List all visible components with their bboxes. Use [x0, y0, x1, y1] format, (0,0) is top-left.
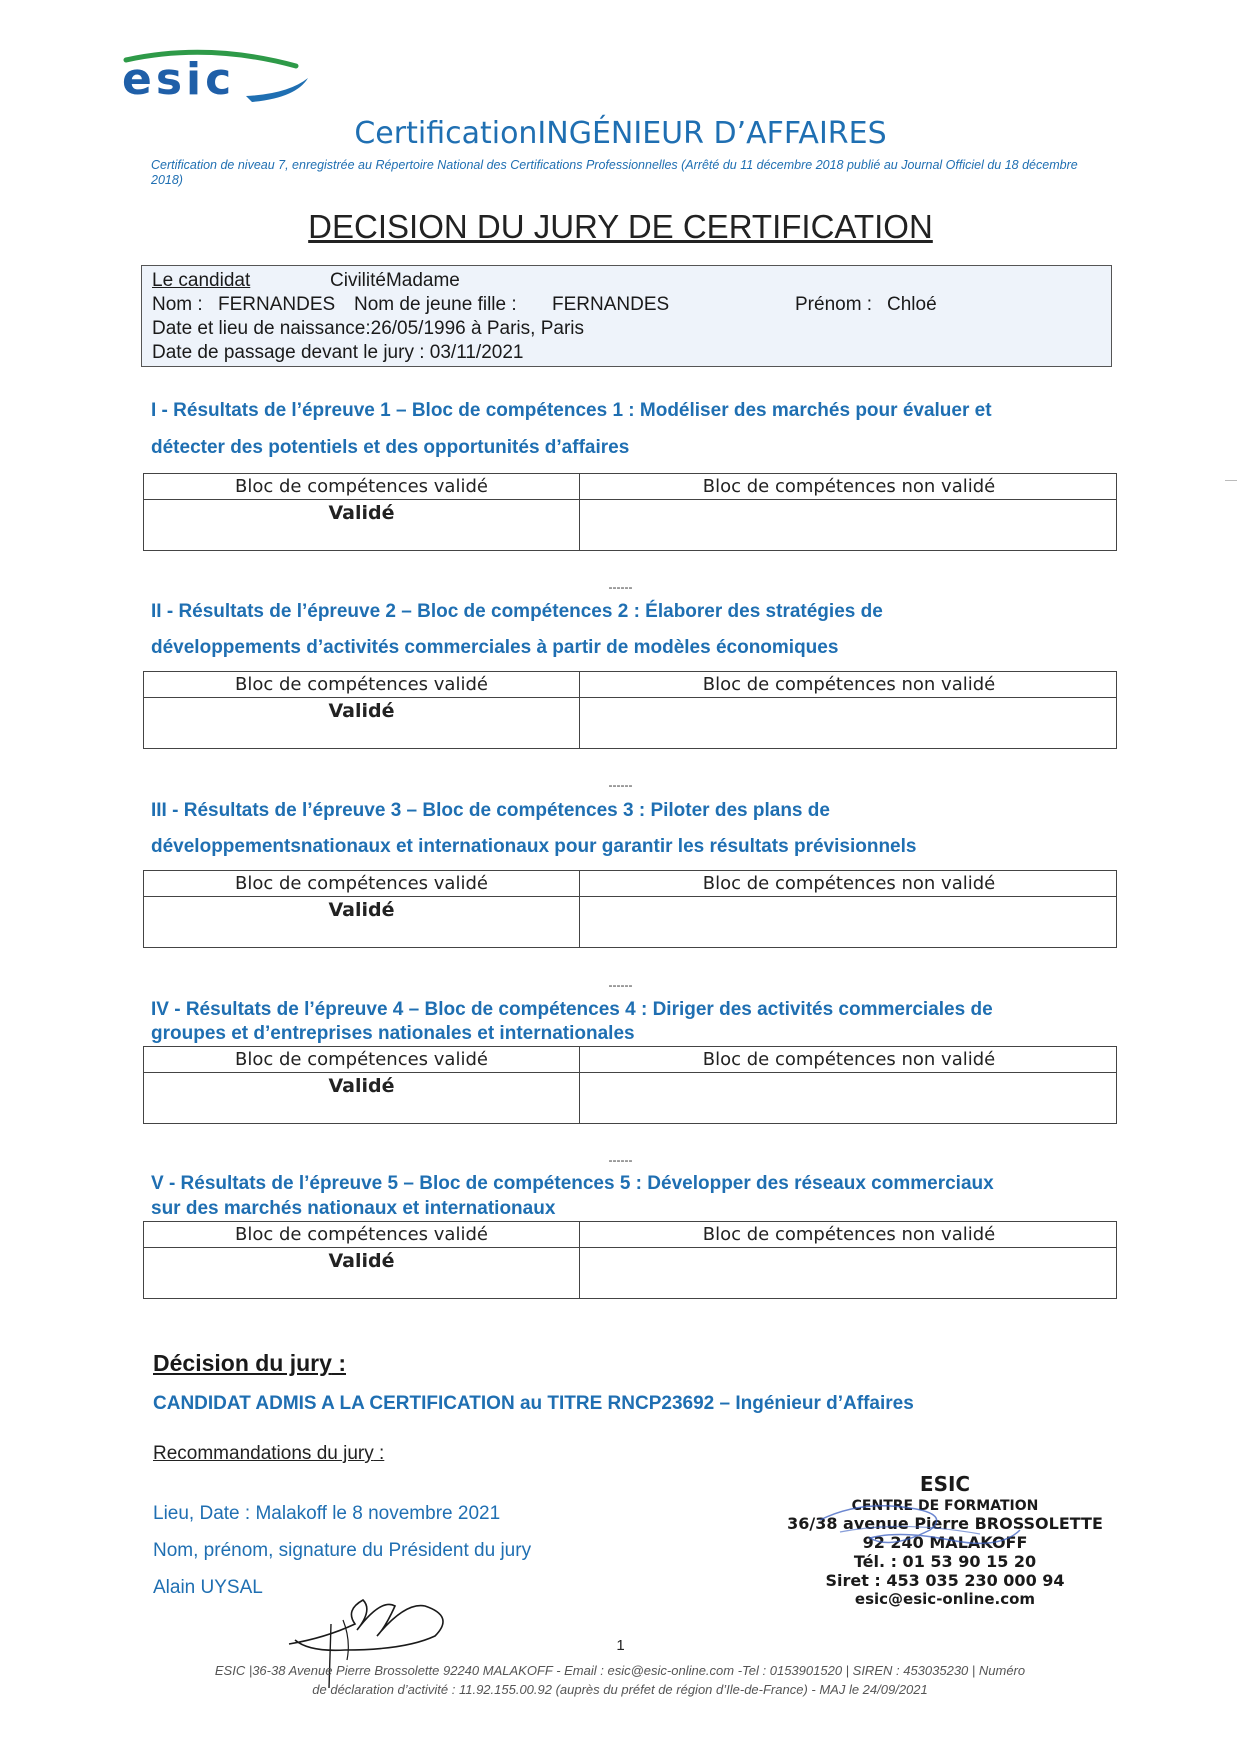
nom-signature-label: Nom, prénom, signature du Président du jury: [153, 1540, 532, 1561]
section-4-title-line2: groupes et d’entreprises nationales et internationales: [151, 1023, 635, 1044]
naissance: Date et lieu de naissance:26/05/1996 à Paris, Paris: [152, 318, 584, 339]
section-2-title-line1: II - Résultats de l’épreuve 2 – Bloc de compétences 2 : Élaborer des stratégies de: [151, 601, 883, 622]
section-5-table: [143, 1221, 1117, 1299]
candidate-row-1: [152, 269, 1101, 293]
footer-line-1: ESIC |36-38 Avenue Pierre Brossolette 92240 MALAKOFF - Email : esic@esic-online.com -Tel : 0153901520 | SIREN : 453035230 | Numéro: [214, 1663, 1026, 1678]
separator: ------: [608, 778, 633, 792]
section-4-result: Validé: [328, 1075, 395, 1097]
president-name: Alain UYSAL: [153, 1577, 263, 1598]
stamp-line-6: esic@esic-online.com: [854, 1590, 1036, 1608]
certification-subtitle: Certification de niveau 7, enregistrée au Répertoire National des Certifications Professionnelles (Arrêté du 11 décembre 2018 publié au Journal Officiel du 18 décembre 2018): [151, 158, 1078, 187]
header-validated: Bloc de compétences validé: [235, 1224, 488, 1245]
prenom-label: Prénom :: [795, 294, 873, 315]
nom-value: FERNANDES: [218, 294, 336, 315]
separator: ------: [608, 978, 633, 992]
stamp-line-0: ESIC: [919, 1472, 971, 1496]
date-passage: Date de passage devant le jury : 03/11/2021: [152, 342, 524, 363]
header-not-validated: Bloc de compétences non validé: [702, 873, 996, 894]
esic-logo-icon: [118, 48, 318, 108]
stamp-scribble-icon: [800, 1490, 1060, 1610]
jury-decision-title: [153, 1350, 346, 1377]
header-validated: Bloc de compétences validé: [235, 674, 488, 695]
page-number: 1: [616, 1637, 625, 1654]
stamp-line-4: Tél. : 01 53 90 15 20: [853, 1552, 1037, 1571]
candidate-row-2: [152, 293, 1101, 317]
section-2-table: [143, 671, 1117, 749]
section-3-table: [143, 870, 1117, 948]
header-not-validated: Bloc de compétences non validé: [702, 476, 996, 497]
header-validated: Bloc de compétences validé: [235, 873, 488, 894]
header-validated: Bloc de compétences validé: [235, 1049, 488, 1070]
footer: [150, 1661, 1090, 1699]
recommandations-text: Recommandations du jury: [153, 1443, 374, 1464]
candidate-box: [141, 265, 1112, 367]
jury-title-colon: :: [331, 1350, 346, 1376]
header-validated: Bloc de compétences validé: [235, 476, 488, 497]
section-4-title-line1: IV - Résultats de l’épreuve 4 – Bloc de compétences 4 : Diriger des activités commerciales de: [151, 999, 993, 1020]
section-1-title-line2: détecter des potentiels et des opportunités d’affaires: [151, 437, 630, 458]
stamp-line-2: 36/38 avenue Pierre BROSSOLETTE: [787, 1514, 1103, 1533]
prenom-value: Chloé: [887, 294, 937, 315]
section-1-result: Validé: [328, 502, 395, 524]
decision-title: DECISION DU JURY DE CERTIFICATION: [308, 208, 933, 245]
nom-label: Nom :: [152, 294, 203, 315]
section-5-title-line1: V - Résultats de l’épreuve 5 – Bloc de compétences 5 : Développer des réseaux commerciaux: [151, 1173, 994, 1194]
jury-title-text: Décision du jury: [153, 1350, 332, 1376]
civilite: CivilitéMadame: [330, 270, 460, 291]
separator: ------: [608, 1153, 633, 1167]
section-5-title-line2: sur des marchés nationaux et internationaux: [151, 1198, 556, 1219]
stamp-line-5: Siret : 453 035 230 000 94: [825, 1571, 1065, 1590]
section-3-title-line1: III - Résultats de l’épreuve 3 – Bloc de compétences 3 : Piloter des plans de: [151, 800, 830, 821]
stamp-line-1: CENTRE DE FORMATION: [851, 1498, 1039, 1514]
jury-admis: CANDIDAT ADMIS A LA CERTIFICATION au TITRE RNCP23692 – Ingénieur d’Affaires: [153, 1393, 914, 1414]
lieu-date: Lieu, Date : Malakoff le 8 novembre 2021: [153, 1503, 501, 1524]
header-not-validated: Bloc de compétences non validé: [702, 1224, 996, 1245]
footer-line-2: de déclaration d’activité : 11.92.155.00.92 (auprès du préfet de région d’Ile-de-France) - MAJ le 24/09/2021: [312, 1682, 928, 1697]
certification-title: CertificationINGÉNIEUR D’AFFAIRES: [354, 116, 887, 151]
section-1-title-line1: I - Résultats de l’épreuve 1 – Bloc de compétences 1 : Modéliser des marchés pour évaluer et: [151, 400, 992, 421]
section-3-result: Validé: [328, 899, 395, 921]
stamp-line-3: 92 240 MALAKOFF: [862, 1533, 1028, 1552]
jeune-fille-label: Nom de jeune fille :: [354, 294, 517, 315]
esic-logo: [118, 48, 318, 108]
jeune-fille-value: FERNANDES: [552, 294, 670, 315]
candidate-label: Le candidat: [152, 270, 251, 291]
header-not-validated: Bloc de compétences non validé: [702, 1049, 996, 1070]
scan-edge-mark: [1225, 480, 1237, 481]
recommandations-colon: :: [373, 1443, 385, 1464]
header-not-validated: Bloc de compétences non validé: [702, 674, 996, 695]
section-3-title-line2: développementsnationaux et internationaux pour garantir les résultats prévisionnels: [151, 836, 917, 857]
section-5-result: Validé: [328, 1250, 395, 1272]
section-1-table: [143, 473, 1117, 551]
section-2-title-line2: développements d’activités commerciales à partir de modèles économiques: [151, 637, 839, 658]
logo-text: esic: [122, 54, 236, 105]
section-4-table: [143, 1046, 1117, 1124]
section-2-result: Validé: [328, 700, 395, 722]
recommandations: [153, 1443, 384, 1465]
separator: ------: [608, 580, 633, 594]
